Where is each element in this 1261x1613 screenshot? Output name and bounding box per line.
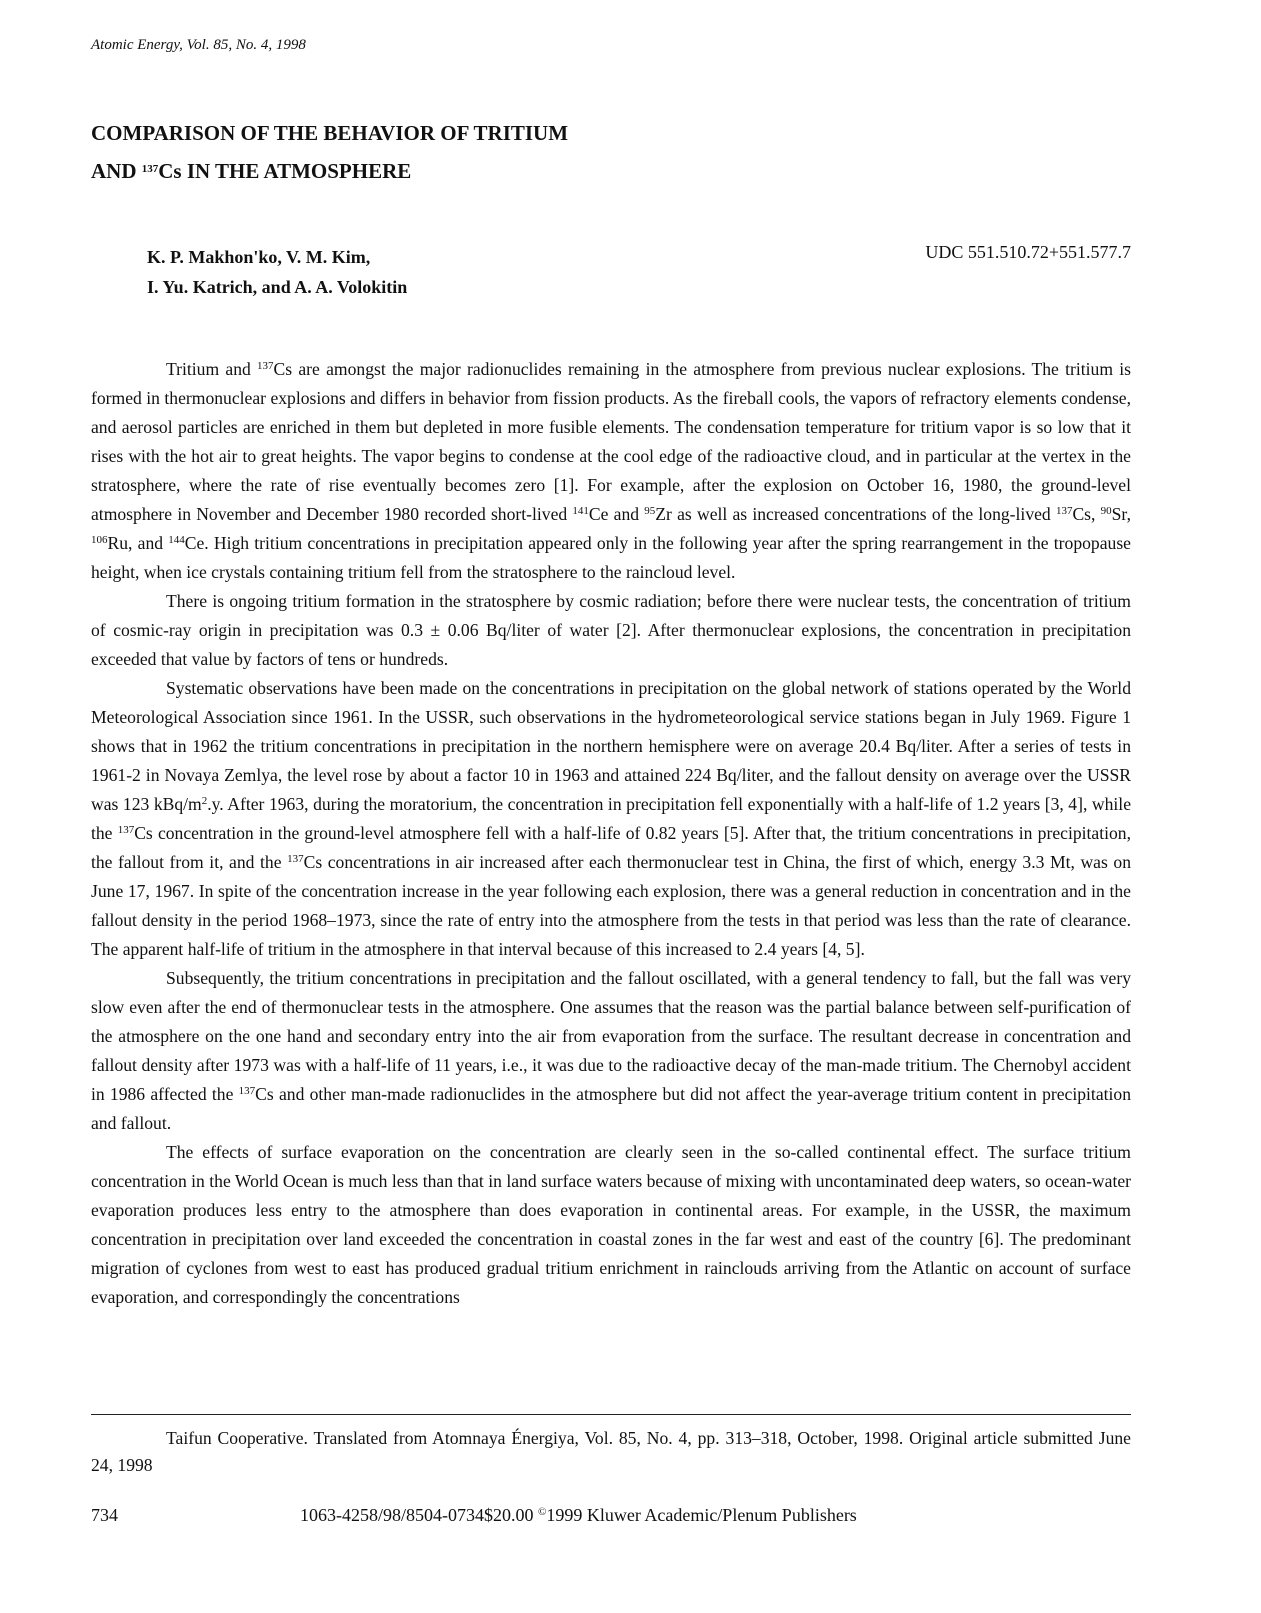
- title-prefix: AND: [91, 159, 142, 183]
- copyright-symbol: ©: [538, 1506, 547, 1518]
- footnote: [91, 1425, 1131, 1479]
- text-run: Subsequently, the tritium concentrations in precipitation and the fallout oscillated, with a general tendency to fall, but the fall was very slow even after the end of thermonuclear tests in the atmosphere. One assumes that the reason was the partial balance between self-purification of the atmosphere on the one hand and secondary entry into the air from evaporation from the surface. The resultant decrease in concentration and fallout density after 1973 was with a half-life of 11 years, i.e., it was due to the radioactive decay of the man-made tritium. The Chernobyl accident in 1986 affected the: [91, 968, 1131, 1104]
- text-run: Sr,: [1111, 504, 1131, 524]
- page-number: 734: [91, 1505, 118, 1525]
- title-suffix: Cs IN THE ATMOSPHERE: [158, 159, 412, 183]
- issn-code: 1063-4258/98/8504-0734$20.00: [300, 1505, 538, 1525]
- title-line-2: [91, 152, 568, 190]
- superscript: 90: [1100, 505, 1112, 517]
- authors: [147, 242, 407, 302]
- superscript: 2: [201, 795, 208, 807]
- text-run: Cs,: [1072, 504, 1101, 524]
- udc-code: UDC 551.510.72+551.577.7: [925, 242, 1131, 262]
- title-superscript: 137: [141, 163, 159, 175]
- authors-line-1: K. P. Makhon'ko, V. M. Kim,: [147, 247, 371, 267]
- publisher: 1999 Kluwer Academic/Plenum Publishers: [546, 1505, 857, 1525]
- superscript: 106: [91, 534, 108, 546]
- paragraph-5: The effects of surface evaporation on the concentration are clearly seen in the so-called continental effect. The surface tritium concentration in the World Ocean is much less than that in land surface waters because of mixing with uncontaminated deep waters, so ocean-water evaporation produces less entry to the atmosphere than does evaporation in continental areas. For example, in the USSR, the maximum concentration in precipitation over land exceeded the concentration in coastal zones in the far west and east of the country [6]. The predominant migration of cyclones from west to east has produced gradual tritium enrichment in rainclouds arriving from the Atlantic on account of surface evaporation, and correspondingly the concentrations: [91, 1142, 1131, 1307]
- text-run: Ru, and: [107, 533, 169, 553]
- paragraph-4: [91, 964, 1131, 1138]
- copyright-line: [300, 1505, 857, 1526]
- text-run: Zr as well as increased concentrations of the long-lived: [655, 504, 1056, 524]
- paragraph-1: [91, 355, 1131, 587]
- text-run: Tritium and: [166, 359, 258, 379]
- article-title: [91, 114, 568, 190]
- text-run: Cs are amongst the major radionuclides remaining in the atmosphere from previous nuclear explosions. The tritium is formed in thermonuclear explosions and differs in behavior from fission products. As the fireball cools, the vapors of refractory elements condense, and aerosol particles are enriched in them but depleted in more fusible elements. The condensation temperature for tritium vapor is so low that it rises with the hot air to great heights. The vapor begins to condense at the cool edge of the radioactive cloud, and in particular at the vertex in the stratosphere, where the rate of rise eventually becomes zero [1]. For example, after the explosion on October 16, 1980, the ground-level atmosphere in November and December 1980 recorded short-lived: [91, 359, 1131, 524]
- superscript: 95: [644, 505, 656, 517]
- text-run: .y. After 1963, during the moratorium, the concentration in precipitation fell exponentially with a half-life of 1.2 years [3, 4], while the: [91, 794, 1131, 843]
- superscript: 137: [238, 1085, 256, 1097]
- title-line-1: COMPARISON OF THE BEHAVIOR OF TRITIUM: [91, 121, 569, 145]
- superscript: 137: [1055, 505, 1073, 517]
- superscript: 141: [572, 505, 589, 517]
- text-run: Cs concentrations in air increased after each thermonuclear test in China, the first of which, energy 3.3 Mt, was on June 17, 1967. In spite of the concentration increase in the year following each explosion, there was a general reduction in concentration and in the fallout density in the period 1968–1973, since the rate of entry into the atmosphere from the tests in that period was less than the rate of clearance. The apparent half-life of tritium in the atmosphere in that interval because of this increased to 2.4 years [4, 5].: [91, 852, 1131, 959]
- footnote-text: Taifun Cooperative. Translated from Atomnaya Énergiya, Vol. 85, No. 4, pp. 313–318, October, 1998. Original article submitted June 24, 1998: [91, 1428, 1131, 1475]
- superscript: 144: [168, 534, 185, 546]
- superscript: 137: [257, 360, 274, 372]
- text-run: Ce. High tritium concentrations in precipitation appeared only in the following year after the spring rearrangement in the tropopause height, when ice crystals containing tritium fell from the stratosphere to the raincloud level.: [91, 533, 1131, 582]
- authors-line-2: I. Yu. Katrich, and A. A. Volokitin: [147, 277, 408, 297]
- text-run: Cs and other man-made radionuclides in the atmosphere but did not affect the year-average tritium content in precipitation and fallout.: [91, 1084, 1131, 1133]
- superscript: 137: [287, 853, 304, 865]
- journal-header: Atomic Energy, Vol. 85, No. 4, 1998: [91, 37, 306, 53]
- article-body: [91, 355, 1131, 1312]
- superscript: 137: [117, 824, 135, 836]
- paragraph-2: There is ongoing tritium formation in the stratosphere by cosmic radiation; before there were nuclear tests, the concentration of tritium of cosmic-ray origin in precipitation was 0.3 ± 0.06 Bq/liter of water [2]. After thermonuclear explosions, the concentration in precipitation exceeded that value by factors of tens or hundreds.: [91, 591, 1131, 669]
- text-run: Cs concentration in the ground-level atmosphere fell with a half-life of 0.82 years [5]. After that, the tritium concentrations in precipitation, the fallout from it, and the: [91, 823, 1131, 872]
- paragraph-3: [91, 674, 1131, 964]
- text-run: Systematic observations have been made on the concentrations in precipitation on the global network of stations operated by the World Meteorological Association since 1961. In the USSR, such observations in the hydrometeorological service stations began in July 1969. Figure 1 shows that in 1962 the tritium concentrations in precipitation in the northern hemisphere were on average 20.4 Bq/liter. After a series of tests in 1961-2 in Novaya Zemlya, the level rose by about a factor 10 in 1963 and attained 224 Bq/liter, and the fallout density on average over the USSR was 123 kBq/m: [91, 678, 1131, 814]
- text-run: Ce and: [588, 504, 645, 524]
- footnote-divider: [91, 1414, 1131, 1415]
